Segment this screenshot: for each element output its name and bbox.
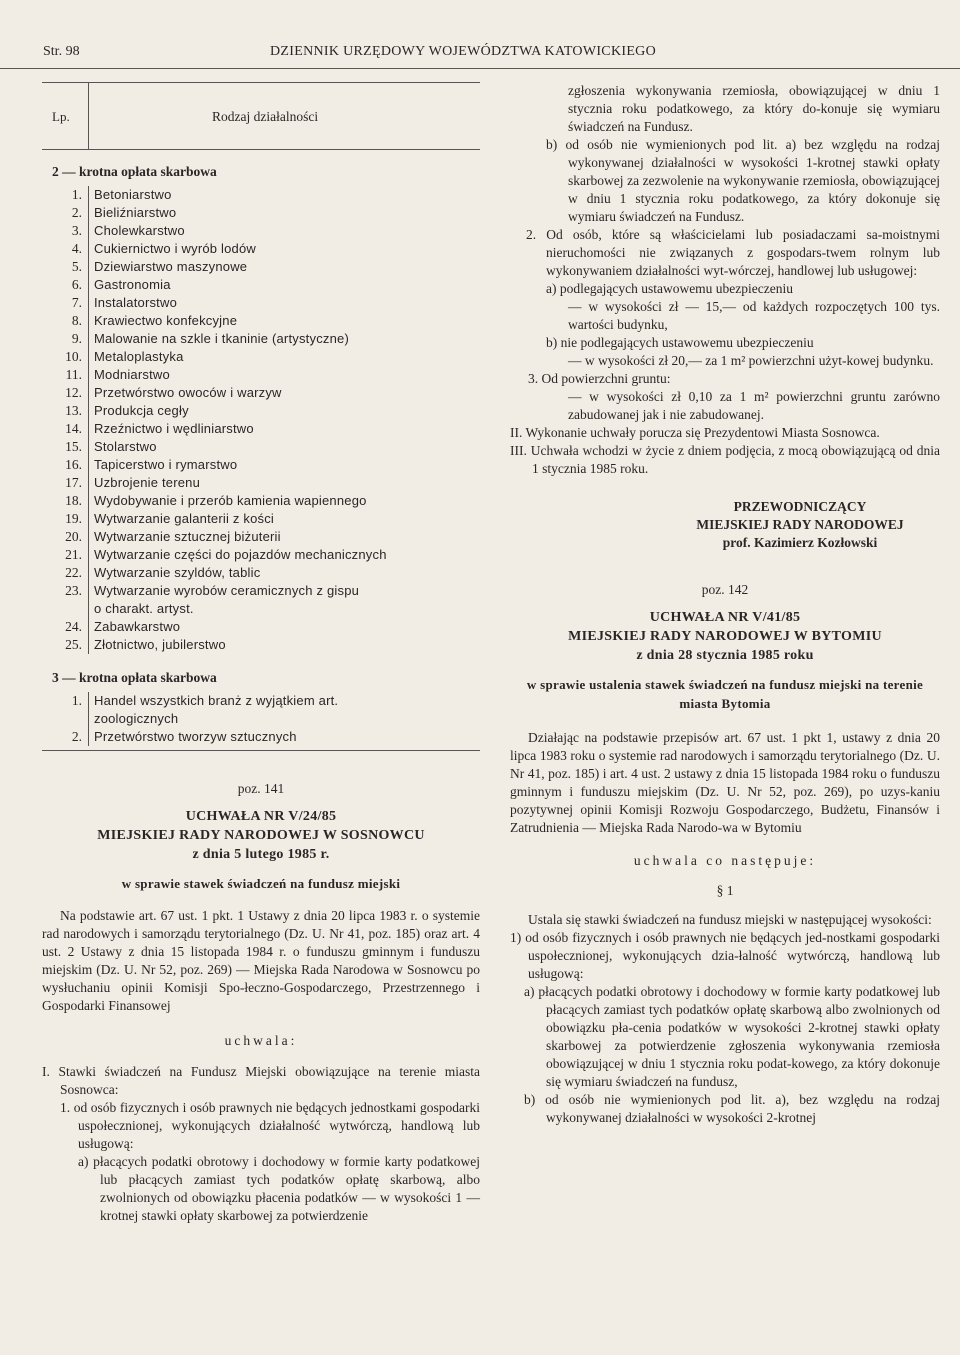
row-number: 15.	[65, 439, 82, 454]
row-number: 2.	[71, 205, 82, 220]
row-activity: o charakt. artyst.	[94, 601, 194, 616]
row-number: 20.	[65, 529, 82, 544]
table-row	[42, 618, 480, 636]
row-activity: Wytwarzanie sztucznej biżuterii	[94, 529, 281, 544]
continuation: zgłoszenia wykonywania rzemiosła, obowiązującej w dniu 1 stycznia roku podatkowego, za który do-konuje się wymiaru świadczeń na Fundusz.	[568, 83, 940, 134]
table-row	[42, 348, 480, 366]
poz-142: poz. 142	[701, 582, 749, 597]
table-row	[42, 312, 480, 330]
paragraph-I: I. Stawki świadczeń na Fundusz Miejski obowiązujące na terenie miasta Sosnowca:	[42, 1064, 480, 1097]
row-number: 19.	[65, 511, 82, 526]
section1-item-1: 1) od osób fizycznych i osób prawnych nie będących jed-nostkami gospodarki uspołecznionej, wykonujących dzia-łalność wytwórczą, handlową lub usługową:	[510, 930, 940, 981]
table-header	[42, 82, 480, 150]
table-row	[42, 456, 480, 474]
page-number: Str. 98	[43, 44, 80, 59]
poz-141: poz. 141	[237, 781, 285, 796]
table-row	[42, 294, 480, 312]
table-row	[42, 276, 480, 294]
item-3: 3. Od powierzchni gruntu:	[528, 371, 671, 386]
section-3-krotna: 3 — krotna opłata skarbowa	[52, 670, 217, 685]
row-activity: Wytwarzanie szyldów, tablic	[94, 565, 261, 580]
table-row	[42, 692, 480, 710]
table-row	[42, 600, 480, 618]
right-column	[510, 82, 940, 1127]
row-number	[42, 600, 94, 618]
row-number: 13.	[65, 403, 82, 418]
col-lp: Lp.	[52, 109, 70, 124]
item-II: II. Wykonanie uchwały porucza się Prezydentowi Miasta Sosnowca.	[510, 425, 880, 440]
row-number: 22.	[65, 565, 82, 580]
table-row	[42, 582, 480, 600]
row-activity: Wytwarzanie części do pojazdów mechanicznych	[94, 547, 387, 562]
row-number: 3.	[71, 223, 82, 238]
page-header	[0, 34, 960, 69]
row-number: 7.	[71, 295, 82, 310]
section-2-krotna: 2 — krotna opłata skarbowa	[52, 164, 217, 179]
resolution-council: MIEJSKIEJ RADY NARODOWEJ W SOSNOWCU	[97, 828, 425, 843]
row-number: 1.	[71, 693, 82, 708]
row-activity: Stolarstwo	[94, 439, 157, 454]
row-number: 12.	[65, 385, 82, 400]
row-activity: Przetwórstwo tworzyw sztucznych	[94, 729, 297, 744]
intro-paragraph: Na podstawie art. 67 ust. 1 pkt. 1 Ustawy z dnia 20 lipca 1983 r. o systemie rad narodowych i samorządu terytorialnego (Dz. U. Nr 41, poz. 185) oraz art. 4 ust. 2 Ustawy z dnia 15 listopada 1984 r. o funduszu gminnym i funduszu miejskim (Dz. U. Nr 52, poz. 269) — Miejska Rada Narodowa w Sosnowcu po wysłuchaniu opinii Komisji Spo-łeczno-Gospodarczego, Przestrzennego i Gospodarki Finansowej	[42, 908, 480, 1013]
row-activity: Wydobywanie i przerób kamienia wapiennego	[94, 493, 367, 508]
row-number: 23.	[65, 583, 82, 598]
item-b: b) od osób nie wymienionych pod lit. a) bez względu na rodzaj wykonywanej działalności w wysokości 1-krotnej stawki opłaty skarbowej za zezwolenie na wykonywanie rzemiosła, obowiązującej w dniu 1 stycznia roku podatkowego, za który dokonuje się wymiaru świadczeń na Fundusz.	[546, 137, 940, 224]
resolution2-council: MIEJSKIEJ RADY NARODOWEJ W BYTOMIU	[568, 629, 882, 644]
table-row	[42, 240, 480, 258]
col-rodzaj: Rodzaj działalności	[212, 109, 319, 124]
row-activity: Bieliźniarstwo	[94, 205, 177, 220]
table-row	[42, 474, 480, 492]
row-number: 2.	[71, 729, 82, 744]
signature-name: prof. Kazimierz Kozłowski	[722, 535, 878, 550]
item-3-value: — w wysokości zł 0,10 za 1 m² powierzchni gruntu zarówno zabudowanej jak i nie zabudowanej.	[568, 389, 940, 422]
row-number: 21.	[65, 547, 82, 562]
resolution-date: z dnia 5 lutego 1985 r.	[192, 847, 330, 862]
journal-title: DZIENNIK URZĘDOWY WOJEWÓDZTWA KATOWICKIEGO	[270, 44, 656, 59]
row-activity: Instalatorstwo	[94, 295, 178, 310]
signature-council: MIEJSKIEJ RADY NARODOWEJ	[696, 517, 904, 532]
activity-list-2	[42, 186, 480, 654]
uchwala-label: uchwala:	[224, 1033, 298, 1048]
paragraph-I-1: 1. od osób fizycznych i osób prawnych nie będących jednostkami gospodarki uspołecznionej, wykonujących działalność wytwórczą, handlową lub usługową:	[60, 1100, 480, 1151]
row-number: 25.	[65, 637, 82, 652]
row-number: 24.	[65, 619, 82, 634]
item-2a: a) podlegających ustawowemu ubezpieczeniu	[546, 281, 794, 296]
row-activity: Uzbrojenie terenu	[94, 475, 201, 490]
row-activity: Przetwórstwo owoców i warzyw	[94, 385, 282, 400]
row-number: 8.	[71, 313, 82, 328]
row-activity: Gastronomia	[94, 277, 171, 292]
row-activity: Betoniarstwo	[94, 187, 172, 202]
uchwala2-label: uchwala co następuje:	[633, 853, 817, 868]
row-number	[42, 710, 94, 728]
row-number: 11.	[65, 367, 82, 382]
signature-title: PRZEWODNICZĄCY	[733, 499, 867, 514]
row-activity: Krawiectwo konfekcyjne	[94, 313, 238, 328]
table-row	[42, 492, 480, 510]
table-row	[42, 546, 480, 564]
left-column	[42, 82, 480, 1225]
table-row	[42, 330, 480, 348]
row-number: 17.	[65, 475, 82, 490]
table-row	[42, 402, 480, 420]
row-number: 6.	[71, 277, 82, 292]
row-activity: Metaloplastyka	[94, 349, 184, 364]
table-row	[42, 710, 480, 728]
item-2: 2. Od osób, które są właścicielami lub posiadaczami sa-moistnymi nieruchomości nie związanych z gospodars-twem rolnym lub wykonywaniem działalności wyt-wórczej, handlowej lub usługowej:	[526, 227, 940, 278]
table-row	[42, 636, 480, 654]
item-2b: b) nie podlegających ustawowemu ubezpieczeniu	[546, 335, 814, 350]
table-row	[42, 186, 480, 204]
table-row	[42, 222, 480, 240]
row-activity: Modniarstwo	[94, 367, 170, 382]
section1-text: Ustala się stawki świadczeń na fundusz miejski w następującej wysokości:	[528, 912, 932, 927]
resolution2-subject: w sprawie ustalenia stawek świadczeń na fundusz miejski na terenie miasta Bytomia	[526, 677, 924, 711]
row-number: 9.	[71, 331, 82, 346]
row-activity: Produkcja cegły	[94, 403, 189, 418]
table-row	[42, 258, 480, 276]
row-activity: Dziewiarstwo maszynowe	[94, 259, 248, 274]
row-activity: Zabawkarstwo	[94, 619, 181, 634]
table-row	[42, 510, 480, 528]
resolution2-number: UCHWAŁA NR V/41/85	[649, 610, 801, 625]
table-row	[42, 366, 480, 384]
row-activity: Handel wszystkich branż z wyjątkiem art.	[94, 693, 339, 708]
item-2a-value: — w wysokości zł — 15,— od każdych rozpoczętych 100 tys. wartości budynku,	[568, 299, 940, 332]
row-number: 14.	[65, 421, 82, 436]
row-activity: Cholewkarstwo	[94, 223, 185, 238]
row-number: 18.	[65, 493, 82, 508]
intro2-paragraph: Działając na podstawie przepisów art. 67 ust. 1 pkt 1, ustawy z dnia 20 lipca 1983 roku o systemie rad narodowych i samorządu terytorialnego (Dz. U. Nr 41, poz. 185) i art. 4 ust. 2 ustawy z dnia 15 listopada 1984 roku o funduszu gminnym i funduszu miejskim (Dz. U. Nr 52, poz. 269), po uzys-kaniu pozytywnej opinii Komisji Rozwoju Gospodarczego, Budżetu, Finansów i Zatrudnienia — Miejska Rada Narodo-wa w Bytomiu	[510, 730, 940, 835]
row-activity: Wytwarzanie wyrobów ceramicznych z gispu	[94, 583, 360, 598]
item-III: III. Uchwała wchodzi w życie z dniem podjęcia, z mocą obowiązującą od dnia 1 stycznia 1985 roku.	[510, 443, 940, 476]
resolution-number: UCHWAŁA NR V/24/85	[185, 809, 337, 824]
row-activity: Rzeźnictwo i wędliniarstwo	[94, 421, 254, 436]
table-row	[42, 728, 480, 746]
table-row	[42, 420, 480, 438]
section1-item-1a: a) płacących podatki obrotowy i dochodowy w formie karty podatkowej lub płacących zamiast tych podatków opłatę skarbową albo zwolnionych od obowiązku pła-cenia podatków w wysokości 2-krotnej stawki opłaty skarbowej za potwierdzenie zgłoszenia wykonywania rzemiosła obowiązującej w dniu 1 stycznia roku podat-kowego, za który dokonuje się wymiaru świadczeń na fundusz,	[524, 984, 940, 1089]
row-activity: zoologicznych	[94, 711, 179, 726]
paragraph-I-1a: a) płacących podatki obrotowy i dochodowy w formie karty podatkowej lub płacących zamiast tych podatków opłatę skarbową, albo zwolnionych od obowiązku płacenia podatków — w wysokości 1 — krotnej stawki opłaty skarbowej za potwierdzenie	[78, 1154, 480, 1223]
table-row	[42, 438, 480, 456]
table-row	[42, 528, 480, 546]
row-number: 16.	[65, 457, 82, 472]
table-row	[42, 204, 480, 222]
resolution-subject: w sprawie stawek świadczeń na fundusz miejski	[121, 876, 401, 891]
row-number: 4.	[71, 241, 82, 256]
row-activity: Tapicerstwo i rymarstwo	[94, 457, 238, 472]
row-activity: Cukiernictwo i wyrób lodów	[94, 241, 256, 256]
row-number: 1.	[71, 187, 82, 202]
table-row	[42, 384, 480, 402]
row-activity: Malowanie na szkle i tkaninie (artystyczne)	[94, 331, 349, 346]
resolution2-date: z dnia 28 stycznia 1985 roku	[636, 648, 814, 663]
row-activity: Złotnictwo, jubilerstwo	[94, 637, 226, 652]
item-2b-value: — w wysokości zł 20,— za 1 m² powierzchni użyt-kowej budynku.	[568, 353, 934, 368]
paragraph-sign: § 1	[716, 883, 734, 898]
row-activity: Wytwarzanie galanterii z kości	[94, 511, 275, 526]
section1-item-1b: b) od osób nie wymienionych pod lit. a), bez względu na rodzaj wykonywanej działalności w wysokości 2-krotnej	[524, 1092, 940, 1125]
table-row	[42, 564, 480, 582]
activity-list-3	[42, 692, 480, 746]
row-number: 10.	[65, 349, 82, 364]
row-number: 5.	[71, 259, 82, 274]
